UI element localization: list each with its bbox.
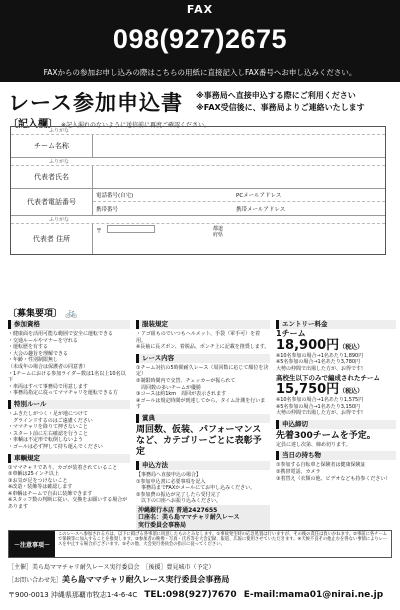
fax-note: FAXからの参加お申し込みの際はこちらの用紙に直接記入しFAX番号へお申し込みください。 xyxy=(43,68,357,77)
awards-block: 賞典 周回数、仮装、パフォーマンスなど、カテゴリーごとに表彰予定 xyxy=(136,414,270,458)
dress-code-block: 服装規定 ・アゴ紐ものでいつもヘルメット、手袋（軍手可）を着用。 ※長袖に長ズボン、着脱品、ポンチ上に記載を推奨します。 xyxy=(136,320,270,351)
contact-line: ［お問い合わせ先］美ら島ママチャリ耐久レース実行委員会事務局 xyxy=(8,575,230,584)
race-content-block: レース内容 ①チーム対抗の5時間耐久レース（周回数に応じて順位を決定） ②制限時間内で交替、チェッカーが振られて 周回数の多いチームが優勝 ③コースは約1km 周回が表示されます ④ゴールは規定時間が到達してから、タイム計測を行います xyxy=(136,353,269,411)
rep-name-row: ふりがな 代表者氏名 xyxy=(11,158,385,189)
prefecture-label: 都道府県 xyxy=(213,226,224,238)
rep-name-label: 代表者氏名 xyxy=(11,166,93,188)
notice-label: －注意事項－ xyxy=(9,531,55,557)
application-method-block: 申込方法 【事務局へ直接申込の場合】 ①参加申込書に必要事項を記入 事務局までFAXかメールにてお申し込みください。 ②参加費の振込が完了したら受付完了 以下の口座へお振り込みください。 沖縄銀行本店 普通2427655 口座名：美ら島ママチャリ耐久レース 実行委員会事務局 xyxy=(136,461,270,531)
notice-text: このレースへ参加される方は、以下に掲げる各事項に同意したものとみなします。①事故発生時の応急処置は行いますが、その後の責任は負いかねます。②事前に各チームで保険等に加入することを推奨します。③参加者の映像・写真・氏名等を大会記録、報道、広報に使用させていただきます。④天候不良その他止むを得ない事情によりレースを中止する場合がございます。⑤その他、大会実行委員会の指示に従ってください。 xyxy=(58,532,388,548)
deadline-block: 申込締切 先着300チームを予定。 定員に達し次第、締め切ります。 xyxy=(276,420,396,449)
eligibility-block: 参加資格 ・健康面を活用可能な範囲で安全に運転できる ・交通ルールやマナーを守れる ・運転歴を有する ・大会の趣旨を理解できる ・年齢・性別制限無し （未成年の場合は保護者の同意書） ・1チームにおける参加ライダー数は1名以上10名以下 ・車両はすべて事務局で用意します ・事務局指定に従ってママチャリを運転できる方 xyxy=(8,320,130,397)
mobile-mail-field[interactable]: 携帯メールアドレス xyxy=(236,206,286,213)
record-label: 〔記入欄〕 ※記入漏れのないように送信前に再度ご確認ください。 xyxy=(8,119,211,130)
postal-code-box[interactable] xyxy=(107,225,155,233)
rep-phone-label: 代表者電話番号 xyxy=(11,189,93,215)
student-fee-price: 15,750円 xyxy=(276,381,340,397)
page-title: レース参加申込書 xyxy=(8,91,183,115)
rep-address-row: ふりがな 代表者 住所 〒 都道府県 xyxy=(11,216,385,254)
contact-tel: TEL:098(927)7670 xyxy=(144,590,237,600)
special-rules-block: 特別ルール ・ふきたしがつく・足が地につけて グラインドするのはご遠慮ください ・ママチャリを降りて押さないこと ・スタート前に左右確認を行うこと ・車輌は不定形で転倒しないよう ・ゴールは必ず押して持ち運んでください xyxy=(8,400,130,451)
fax-label: FAX xyxy=(186,3,214,16)
rep-phone-row xyxy=(11,189,385,216)
team-name-row: ふりがな チーム名称 xyxy=(11,127,385,158)
student-fee-block: 高校生以下のみで編成されたチーム 15,750円（税込） ※10名参加の場合→1名あたり1,575円 ※5名参加の場合→1名あたり3,150円 大勢の仲間で出場した方が、お得です! xyxy=(276,374,380,417)
entry-fee-block: エントリー料金 1チーム 18,900円（税込） ※10名参加の場合→1名あたり1,890円 ※5名参加の場合→1名あたり3,780円 大勢の仲間で出場した方が、お得です! xyxy=(276,320,396,372)
rep-address-field[interactable] xyxy=(93,224,385,254)
mobile-phone-field[interactable]: 携帯番号 xyxy=(96,206,119,213)
team-name-field[interactable] xyxy=(93,135,385,157)
guidelines-column-left xyxy=(8,320,130,514)
notice-section xyxy=(8,530,392,558)
bicycle-icon: 🚲 xyxy=(65,308,78,319)
entry-fee-price: 18,900円 xyxy=(276,337,340,353)
team-name-label: チーム名称 xyxy=(11,135,93,157)
bank-account: 沖縄銀行本店 普通2427655 口座名：美ら島ママチャリ耐久レース 実行委員会事務局 xyxy=(136,505,270,532)
postal-mark: 〒 xyxy=(96,228,103,235)
belongings-block: 当日の持ち物 ①参加する自転車と保険者は健康保険証 ②携帯電話、カメラ ③着替え（衣類の他、ビデオなども持参ください） xyxy=(276,451,396,482)
vehicle-rules-block: 車輌規定 ①ママチャリであり、カゴが装着されていること ②車輌は25インチ以上 ③お気が足をつけないこと ※改造・装飾等は確認します ※車輌はチームで自由に装飾できます ※スタッフ数の判断に従い、交換をお願いする場合があります xyxy=(8,454,130,511)
guidelines-column-right xyxy=(276,320,396,485)
rep-address-label: 代表者 住所 xyxy=(11,224,93,254)
pc-mail-field[interactable]: PCメールアドレス xyxy=(236,193,282,199)
fax-number: 098(927)2675 xyxy=(112,24,288,54)
organizer-line: ［主催］美ら島ママチャリ耐久レース実行委員会 ［後援］豊見城市（予定） xyxy=(8,564,215,571)
title-notes: ※事務局へ直接申込する際にご利用ください ※FAX受信後に、事務局よりご連絡いたします xyxy=(196,91,365,112)
guidelines-column-middle xyxy=(136,320,270,534)
fax-header xyxy=(0,0,400,82)
rep-name-field[interactable] xyxy=(93,166,385,188)
recruit-heading: 〔募集要項〕 🚲 xyxy=(8,308,78,319)
contact-email: E-mail:mama01@nirai.ne.jp xyxy=(243,590,384,600)
home-phone-field[interactable]: 電話番号(自宅) xyxy=(96,193,134,199)
address-line: 〒900-0013 沖縄県那覇市牧志1-4-6-4C TEL:098(927)7670 E-mail:mama01@nirai.ne.jp xyxy=(8,590,384,600)
application-form xyxy=(10,126,386,255)
